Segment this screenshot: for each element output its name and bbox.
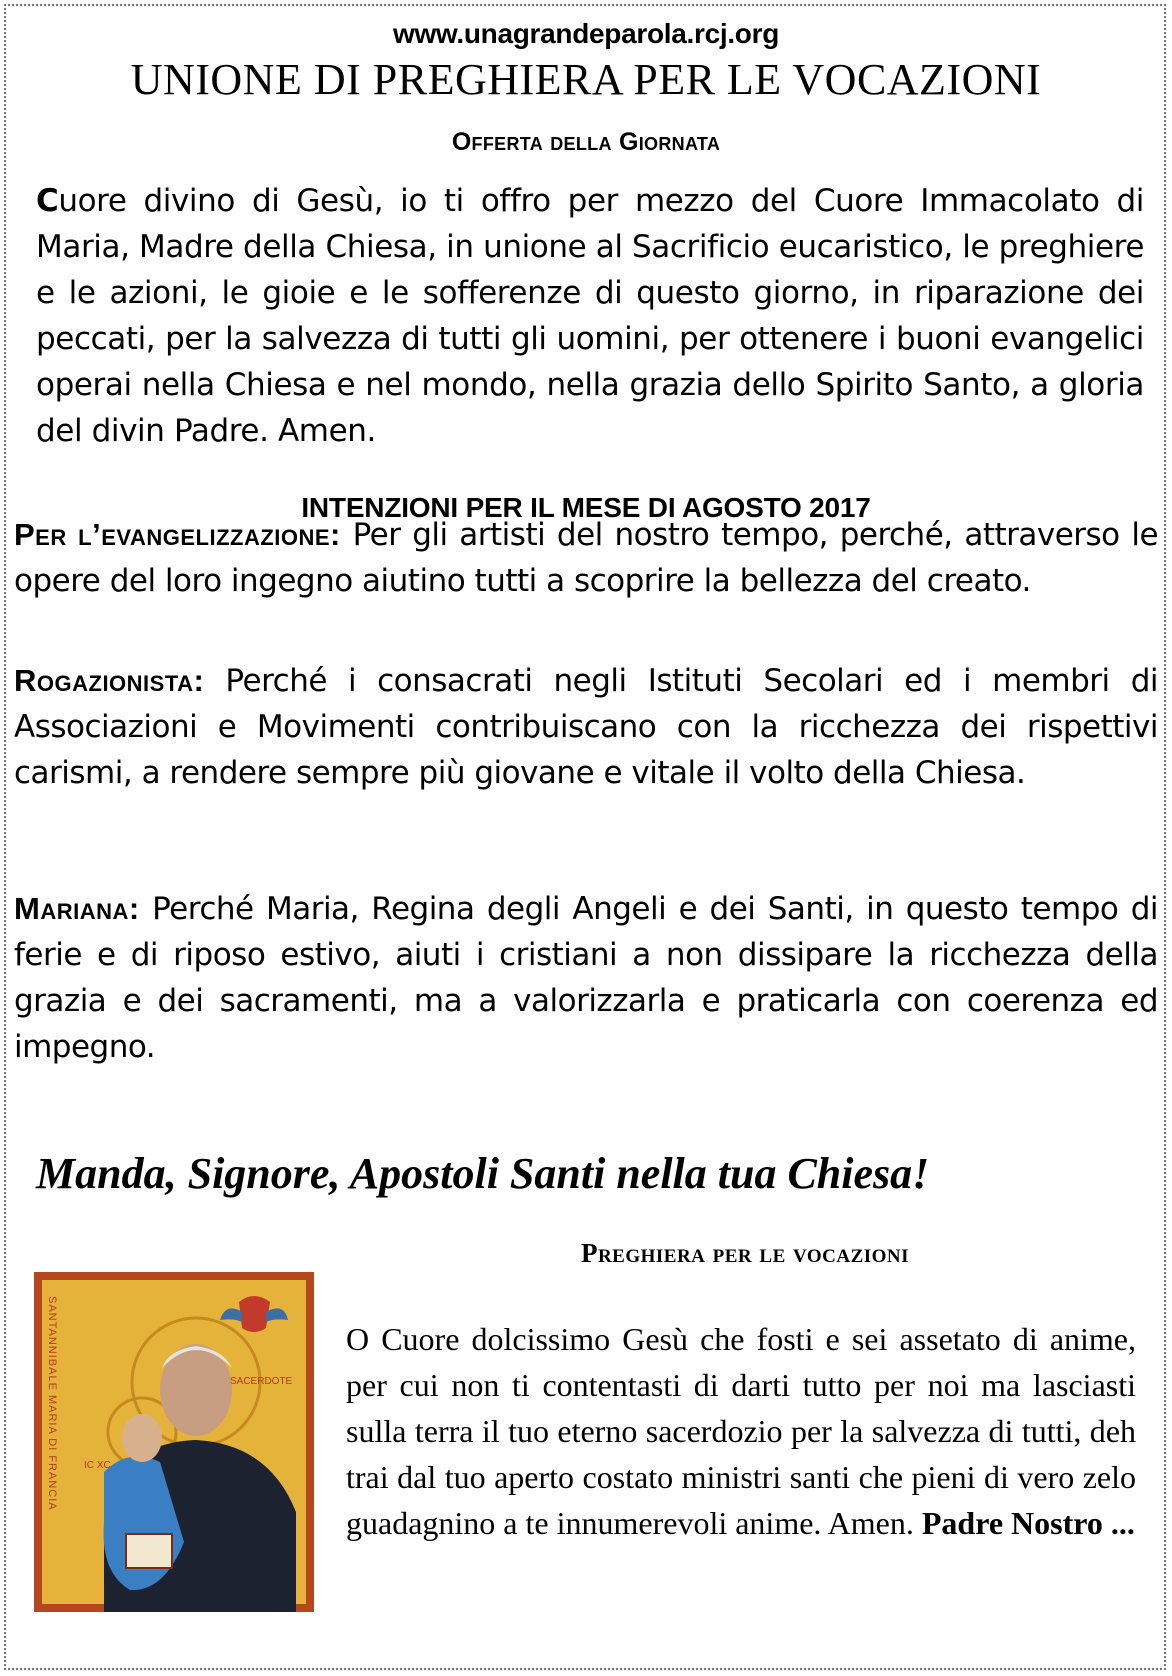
website-url[interactable]: www.unagrandeparola.rcj.org [392,18,780,49]
intention-label: Rogazionista: [14,663,205,698]
intention-rogationist [14,658,1158,796]
intention-text: Perché Maria, Regina degli Angeli e dei Santi, in questo tempo di ferie e di riposo estivo, aiuti i cristiani a non dissipare la ricchezza della grazia e dei sacramenti, ma a valorizzarla e praticarla con coerenza ed impegno. [14,891,1159,1065]
child-face-shape [122,1414,162,1462]
page-title: UNIONE DI PREGHIERA PER LE VOCAZIONI [130,55,1042,104]
intention-label: Per l’evangelizzazione: [14,517,341,552]
icon-right-inscription: SACERDOTE [230,1376,293,1387]
intention-text: Perché i consacrati negli Istituti Secolari ed i membri di Associazioni e Movimenti contribuiscano con la ricchezza dei rispettivi carismi, a rendere sempre più giovane e vitale il volto della Chiesa. [14,663,1158,791]
motto: Manda, Signore, Apostoli Santi nella tua Chiesa! [36,1149,930,1198]
saint-icon-image [34,1272,314,1612]
intention-evangelization [14,512,1158,604]
prayer-heading: Preghiera per le vocazioni [580,1238,910,1268]
book-icon [126,1534,172,1568]
intention-label: Mariana: [14,891,140,926]
prayer-closing: Padre Nostro ... [921,1505,1135,1541]
prayer-paragraph [346,1316,1136,1546]
angel-icon [239,1296,270,1332]
prayer-body: O Cuore dolcissimo Gesù che fosti e sei assetato di anime, per cui non ti contentasti di darti tutto per noi ma lasciasti sulla terra il tuo eterno sacerdozio per la salvezza di tutti, deh trai dal tuo aperto costato ministri santi che pieni di vero zelo guadagnino a te innumerevoli anime. Amen. [346,1321,1136,1541]
dropcap: C [36,183,59,219]
offer-paragraph [36,178,1144,454]
icon-left-inscription: SANTANNIBALE MARIA DI FRANCIA [46,1296,58,1511]
christ-monogram: IC XC [84,1460,111,1471]
intention-text: Per gli artisti del nostro tempo, perché, attraverso le opere del loro ingegno aiutino tutti a scoprire la bellezza del creato. [14,517,1159,599]
offer-body: uore divino di Gesù, io ti offro per mezzo del Cuore Immacolato di Maria, Madre della Chiesa, in unione al Sacrificio eucaristico, le preghiere e le azioni, le gioie e le sofferenze di questo giorno, in riparazione dei peccati, per la salvezza di tutti gli uomini, per ottenere i buoni evangelici operai nella Chiesa e nel mondo, nella grazia dello Spirito Santo, a gloria del divin Padre. Amen. [36,183,1144,449]
intention-marian [14,886,1158,1070]
intentions-heading: INTENZIONI PER IL MESE DI AGOSTO 2017 [301,492,871,523]
offer-heading: Offerta della Giornata [451,128,721,156]
